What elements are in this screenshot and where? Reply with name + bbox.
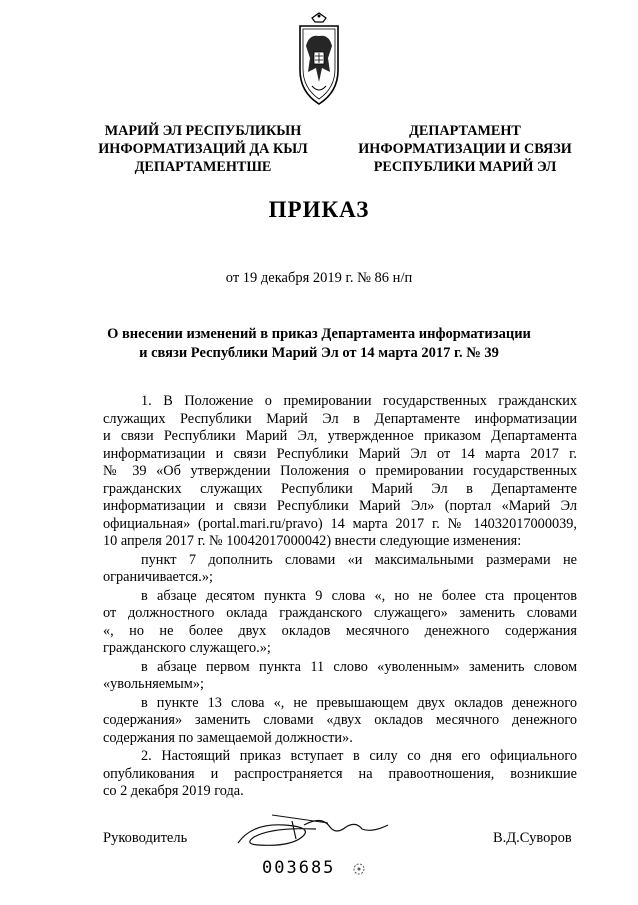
- header-left: [78, 122, 328, 176]
- signatory-name: В.Д.Суворов: [493, 830, 572, 846]
- order-date-number: от 19 декабря 2019 г. № 86 н/п: [225, 270, 413, 286]
- body-line: № 39 «Об утверждении Положения о премировании государственных: [103, 463, 577, 479]
- body-line: содержания» заменить словами «двух окладов месячного денежного: [103, 712, 577, 728]
- body-line: информатизации и связи Республики Марий Эл от 14 марта 2017 г.: [103, 445, 577, 462]
- coat-of-arms-icon: [292, 12, 346, 112]
- signatory-role: Руководитель: [103, 830, 188, 846]
- body-line: 1. В Положение о премировании государственных гражданских: [141, 393, 577, 409]
- serial-number: 003685: [262, 858, 336, 878]
- body-line: в абзаце десятом пункта 9 слова «, но не более ста процентов: [141, 587, 577, 604]
- body-line: гражданского служащего.»;: [103, 640, 271, 656]
- body-line: со 2 декабря 2019 года.: [103, 783, 244, 799]
- header-right-line: ИНФОРМАТИЗАЦИИ И СВЯЗИ: [358, 141, 572, 157]
- body-line: содержания по замещаемой должности».: [103, 729, 353, 746]
- header-right-line: ДЕПАРТАМЕНТ: [409, 123, 521, 139]
- body-line: информатизации и связи Республики Марий Эл» (портал «Марий Эл: [103, 498, 577, 514]
- body-line: служащих Республики Марий Эл в Департаменте информатизации: [103, 410, 577, 427]
- header-left-line: ДЕПАРТАМЕНТШЕ: [134, 159, 272, 175]
- header-right-line: РЕСПУБЛИКИ МАРИЙ ЭЛ: [373, 159, 557, 175]
- body-line: «увольняемым»;: [103, 676, 204, 692]
- subject-line: О внесении изменений в приказ Департамента информатизации: [107, 326, 531, 342]
- body-line: в абзаце первом пункта 11 слово «уволенным» заменить словом: [141, 658, 577, 675]
- body-line: 2. Настоящий приказ вступает в силу со дня его официального: [141, 748, 577, 764]
- body-line: официальная» (portal.mari.ru/pravo) 14 марта 2017 г. № 14032017000039,: [103, 515, 577, 532]
- body-line: гражданских служащих Республики Марий Эл в Департаменте: [103, 480, 577, 497]
- header-left-line: ИНФОРМАТИЗАЦИЙ ДА КЫЛ: [98, 141, 308, 157]
- body-line: от должностного оклада гражданского служащего» заменить словами: [103, 605, 577, 621]
- body-line: ограничивается.»;: [103, 569, 213, 585]
- order-subject: [0, 325, 638, 363]
- document-title: ПРИКАЗ: [268, 197, 370, 222]
- body-line: «, но не более двух окладов месячного денежного содержания: [103, 622, 577, 639]
- order-body: [103, 393, 577, 801]
- body-line: и связи Республики Марий Эл, утвержденное приказом Департамента: [103, 428, 577, 444]
- asterisk-stamp-icon: [352, 862, 366, 876]
- subject-line: и связи Республики Марий Эл от 14 марта 2017 г. № 39: [139, 345, 499, 361]
- header-right: [340, 122, 590, 176]
- header-left-line: МАРИЙ ЭЛ РЕСПУБЛИКЫН: [104, 123, 302, 139]
- body-line: 10 апреля 2017 г. № 10042017000042) внести следующие изменения:: [103, 533, 522, 549]
- body-line: опубликования и распространяется на правоотношения, возникшие: [103, 765, 577, 782]
- body-line: в пункте 13 слова «, не превышающем двух окладов денежного: [141, 694, 577, 711]
- handwritten-signature: [232, 803, 392, 861]
- body-line: пункт 7 дополнить словами «и максимальными размерами не: [141, 551, 577, 568]
